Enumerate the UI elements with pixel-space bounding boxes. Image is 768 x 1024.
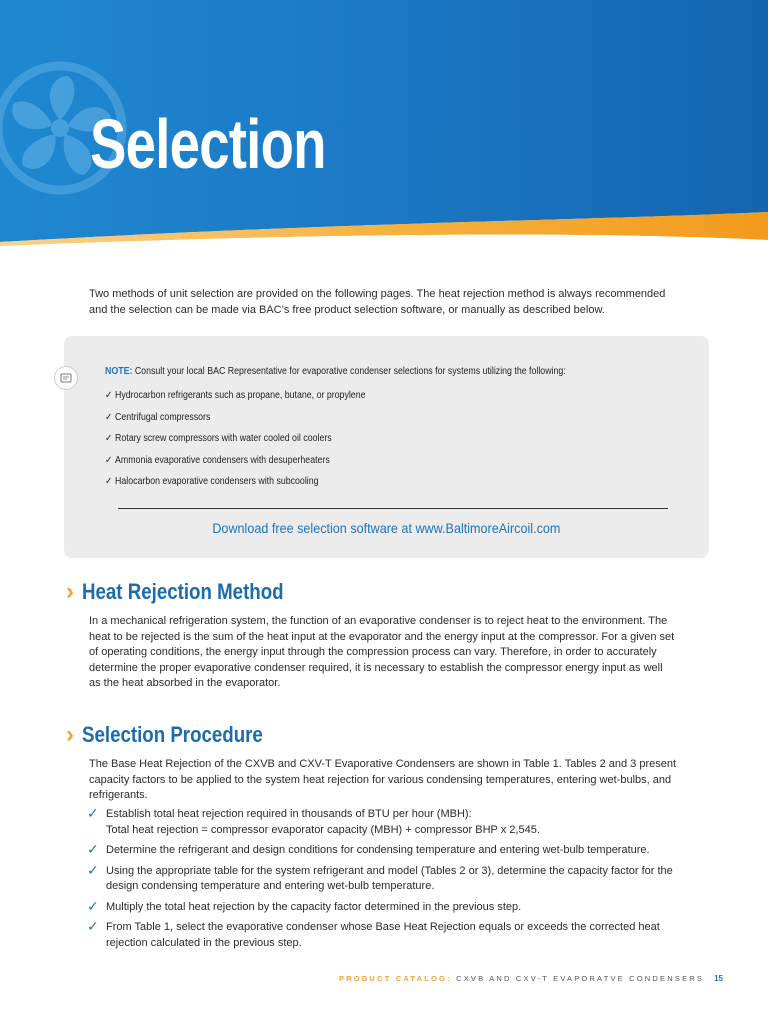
note-label: NOTE: — [105, 366, 133, 377]
section-heading-selection-procedure — [66, 721, 295, 749]
procedure-step — [87, 843, 687, 859]
download-link-text[interactable]: Download free selection software at www.BaltimoreAircoil.com — [212, 520, 561, 536]
note-list-item — [105, 454, 365, 476]
step-text: Establish total heat rejection required in thousands of BTU per hour (MBH): — [106, 808, 472, 820]
note-box — [64, 336, 709, 558]
check-icon: ✓ — [87, 918, 99, 934]
footer-product-name: CXVB AND CXV-T EVAPORATVE CONDENSERS — [456, 974, 705, 983]
heat-rejection-paragraph: In a mechanical refrigeration system, the function of an evaporative condenser is to reject heat to the environment. The heat to be rejected is the sum of the heat input at the evaporator and the energy input at the compressor. For a given set of operating conditions, the energy input through the compression process can vary. Therefore, in order to accurately determine the proper evaporative condenser required, it is necessary to establish the compressor energy input as well as the heat absorbed in the evaporator. — [89, 615, 675, 689]
step-text: Using the appropriate table for the system refrigerant and model (Tables 2 or 3), determine the capacity factor for the design condensing temperature and entering wet-bulb temperature. — [106, 864, 673, 892]
procedure-steps — [87, 807, 687, 956]
note-item-text: Centrifugal compressors — [115, 411, 211, 423]
selection-procedure-paragraph: The Base Heat Rejection of the CXVB and CXV-T Evaporative Condensers are shown in Table 1. Tables 2 and 3 present capacity factors to be applied to the system heat rejection for various condensing temperatures, entering wet-bulbs, and refrigerants. — [89, 758, 677, 801]
step-formula: Total heat rejection = compressor evaporator capacity (MBH) + compressor BHP x 2,545. — [106, 823, 540, 836]
check-icon: ✓ — [87, 897, 99, 914]
note-list — [105, 389, 401, 497]
note-item-text: Halocarbon evaporative condensers with subcooling — [115, 476, 319, 487]
page-title: Selection — [90, 105, 326, 183]
page-footer — [339, 974, 723, 983]
chevron-right-icon: › — [66, 721, 74, 748]
note-icon — [54, 366, 78, 390]
check-icon: ✓ — [105, 476, 113, 487]
check-icon: ✓ — [105, 454, 113, 466]
procedure-step — [87, 861, 687, 895]
check-icon: ✓ — [105, 411, 113, 423]
step-text: Multiply the total heat rejection by the capacity factor determined in the previous step. — [106, 900, 522, 913]
download-link[interactable] — [64, 520, 709, 536]
note-item-text: Ammonia evaporative condensers with desuperheaters — [115, 454, 330, 466]
note-item-text: Hydrocarbon refrigerants such as propane, butane, or propylene — [115, 390, 366, 401]
note-list-item — [105, 389, 365, 411]
note-heading — [105, 366, 566, 377]
note-text: Consult your local BAC Representative for evaporative condenser selections for systems utilizing the following: — [132, 366, 566, 377]
section-title: Heat Rejection Method — [82, 579, 284, 604]
procedure-step — [87, 807, 687, 838]
check-icon: ✓ — [87, 805, 99, 821]
step-text: From Table 1, select the evaporative condenser whose Base Heat Rejection equals or exceeds the corrected heat rejection calculated in the previous step. — [106, 921, 660, 949]
procedure-step — [87, 897, 687, 916]
check-icon: ✓ — [87, 861, 99, 878]
check-icon: ✓ — [105, 390, 113, 401]
procedure-step — [87, 920, 687, 951]
check-icon: ✓ — [105, 433, 113, 444]
check-icon: ✓ — [87, 841, 99, 857]
intro-paragraph: Two methods of unit selection are provided on the following pages. The heat rejection method is always recommended and the selection can be made via BAC’s free product selection software, or manually as described below. — [89, 288, 666, 316]
note-item-text: Rotary screw compressors with water cooled oil coolers — [115, 433, 332, 444]
chevron-right-icon: › — [66, 578, 74, 605]
divider — [118, 508, 668, 509]
section-heading-heat-rejection — [66, 578, 319, 606]
note-list-item — [105, 411, 365, 433]
step-text: Determine the refrigerant and design conditions for condensing temperature and entering wet-bulb temperature. — [106, 844, 650, 856]
page-number: 15 — [714, 974, 723, 983]
note-list-item — [105, 475, 365, 497]
section-title: Selection Procedure — [82, 722, 263, 747]
note-list-item — [105, 432, 365, 454]
footer-catalog-label: PRODUCT CATALOG: — [338, 974, 452, 983]
